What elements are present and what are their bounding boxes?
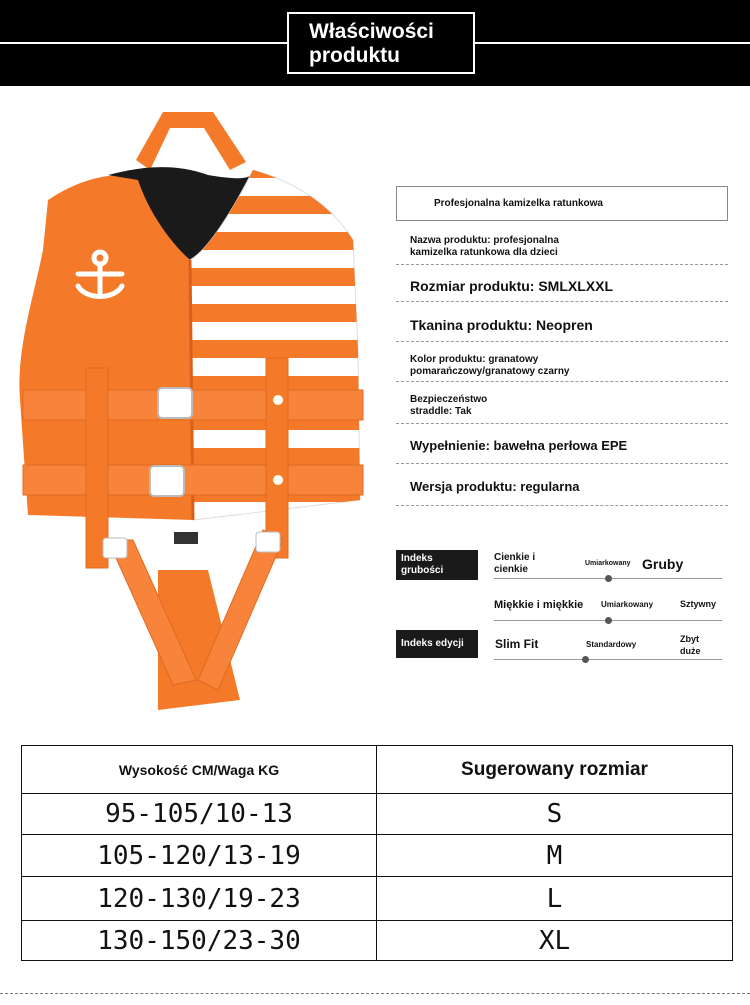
table-cell-range: 95-105/10-13	[22, 794, 377, 835]
thickness-mid: Umiarkowany	[585, 560, 631, 567]
fit-scale	[494, 659, 722, 660]
size-table	[21, 745, 733, 961]
life-vest-image	[8, 100, 378, 725]
header-divider-left	[0, 42, 287, 44]
spec-fabric: Tkanina produktu: Neopren	[396, 302, 728, 342]
spec-size: Rozmiar produktu: SMLXLXXL	[396, 265, 728, 302]
softness-marker	[605, 617, 612, 624]
table-cell-range: 130-150/23-30	[22, 921, 377, 961]
leg-buckle-left	[103, 538, 127, 558]
thickness-left: Cienkie i cienkie	[494, 552, 536, 575]
table-cell-size: L	[377, 877, 733, 921]
table-row	[22, 921, 733, 961]
page-title: Właściwości produktu	[287, 12, 475, 74]
chest-strap-lower	[23, 465, 363, 495]
header-divider-right	[475, 42, 750, 44]
strap-connector	[174, 532, 198, 544]
softness-left: Miękkie i miękkie	[494, 599, 584, 611]
fit-right: Zbyt duże	[680, 634, 701, 656]
thickness-marker	[605, 575, 612, 582]
table-row	[22, 794, 733, 835]
side-strap-right	[266, 358, 288, 558]
spec-name: Nazwa produktu: profesjonalna kamizelka ratunkowa dla dzieci	[396, 228, 728, 265]
bottom-divider	[0, 993, 750, 994]
table-cell-size: S	[377, 794, 733, 835]
thickness-right: Gruby	[642, 556, 684, 572]
spec-safety: Bezpieczeństwo straddle: Tak	[396, 382, 728, 424]
table-cell-size: XL	[377, 921, 733, 961]
spec-version: Wersja produktu: regularna	[396, 464, 728, 506]
spec-filling: Wypełnienie: bawełna perłowa EPE	[396, 424, 728, 464]
header-band	[0, 0, 750, 86]
table-cell-range: 120-130/19-23	[22, 877, 377, 921]
fit-mid: Standardowy	[586, 640, 637, 649]
softness-mid: Umiarkowany	[601, 600, 654, 609]
carry-handle	[136, 112, 246, 170]
table-row	[22, 877, 733, 921]
table-header-cell: Sugerowany rozmiar	[377, 746, 733, 794]
softness-right: Sztywny	[680, 599, 717, 609]
leg-buckle-right	[256, 532, 280, 552]
spec-color: Kolor produktu: granatowy pomarańczowy/granatowy czarny	[396, 342, 728, 382]
fit-left: Slim Fit	[495, 637, 539, 651]
fit-index-label: Indeks edycji	[396, 630, 478, 658]
table-row	[22, 835, 733, 877]
fit-marker	[582, 656, 589, 663]
table-cell-range: 105-120/13-19	[22, 835, 377, 877]
table-header-cell: Wysokość CM/Waga KG	[22, 746, 377, 794]
thickness-index-label: Indeks grubości	[396, 550, 478, 580]
spec-box-title: Profesjonalna kamizelka ratunkowa	[396, 186, 728, 221]
table-cell-size: M	[377, 835, 733, 877]
buckle-upper	[158, 388, 192, 418]
table-header-row	[22, 746, 733, 794]
buckle-lower	[150, 466, 184, 496]
